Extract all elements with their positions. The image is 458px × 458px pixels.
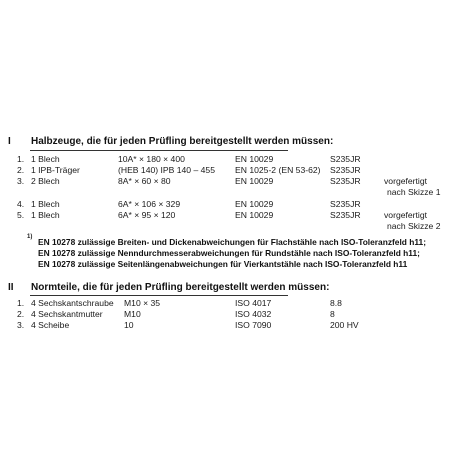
row-dimension: 6A* × 95 × 120 — [118, 210, 176, 220]
row-note-line-2: nach Skizze 1 — [387, 187, 441, 197]
row-norm: EN 10029 — [235, 176, 274, 186]
row-value: 200 HV — [330, 320, 359, 330]
row-norm: EN 10029 — [235, 199, 274, 209]
row-material: S235JR — [330, 199, 361, 209]
row-norm: ISO 4017 — [235, 298, 272, 308]
row-material: S235JR — [330, 210, 361, 220]
row-norm: EN 10029 — [235, 210, 274, 220]
row-position: 4. — [17, 199, 25, 209]
footnote-line-3: EN 10278 zulässige Seitenlängenabweichungen für Vierkantstähle nach ISO-Toleranzfeld h11 — [38, 259, 408, 269]
footnote-line-1: EN 10278 zulässige Breiten- und Dickenabweichungen für Flachstähle nach ISO-Toleranzfeld h11; — [38, 237, 426, 247]
row-material: S235JR — [330, 176, 361, 186]
row-dimension: 10A* × 180 × 400 — [118, 154, 185, 164]
row-norm: EN 1025-2 (EN 53-62) — [235, 165, 321, 175]
row-norm: EN 10029 — [235, 154, 274, 164]
row-position: 3. — [17, 320, 25, 330]
section-2-number: II — [8, 282, 14, 293]
row-dimension: 8A* × 60 × 80 — [118, 176, 171, 186]
row-dimension: M10 × 35 — [124, 298, 161, 308]
row-item: 4 Scheibe — [31, 320, 70, 330]
section-2-title: Normteile, die für jeden Prüfling bereitgestellt werden müssen: — [31, 282, 330, 293]
row-norm: ISO 4032 — [235, 309, 272, 319]
row-position: 2. — [17, 165, 25, 175]
row-item: 1 IPB-Träger — [31, 165, 80, 175]
row-material: S235JR — [330, 165, 361, 175]
row-item: 2 Blech — [31, 176, 60, 186]
footnote-marker: 1) — [27, 234, 33, 240]
row-position: 3. — [17, 176, 25, 186]
row-value: 8 — [330, 309, 335, 319]
row-position: 1. — [17, 154, 25, 164]
row-value: 8.8 — [330, 298, 342, 308]
row-note-line-2: nach Skizze 2 — [387, 221, 441, 231]
row-item: 4 Sechskantschraube — [31, 298, 114, 308]
footnote-line-2: EN 10278 zulässige Nenndurchmesserabweichungen für Rundstähle nach ISO-Toleranzfeld h11; — [38, 248, 420, 258]
row-norm: ISO 7090 — [235, 320, 272, 330]
row-dimension: (HEB 140) IPB 140 – 455 — [118, 165, 215, 175]
row-dimension: M10 — [124, 309, 141, 319]
row-note-line-1: vorgefertigt — [384, 210, 427, 220]
row-material: S235JR — [330, 154, 361, 164]
section-2-underline — [30, 295, 288, 296]
section-1-title: Halbzeuge, die für jeden Prüfling bereitgestellt werden müssen: — [31, 136, 334, 147]
row-item: 1 Blech — [31, 199, 60, 209]
row-item: 1 Blech — [31, 210, 60, 220]
row-position: 1. — [17, 298, 25, 308]
section-1-number: I — [8, 136, 11, 147]
row-note-line-1: vorgefertigt — [384, 176, 427, 186]
row-item: 4 Sechskantmutter — [31, 309, 103, 319]
row-item: 1 Blech — [31, 154, 60, 164]
row-position: 5. — [17, 210, 25, 220]
row-dimension: 6A* × 106 × 329 — [118, 199, 181, 209]
row-dimension: 10 — [124, 320, 134, 330]
section-1-underline — [30, 150, 288, 151]
row-position: 2. — [17, 309, 25, 319]
